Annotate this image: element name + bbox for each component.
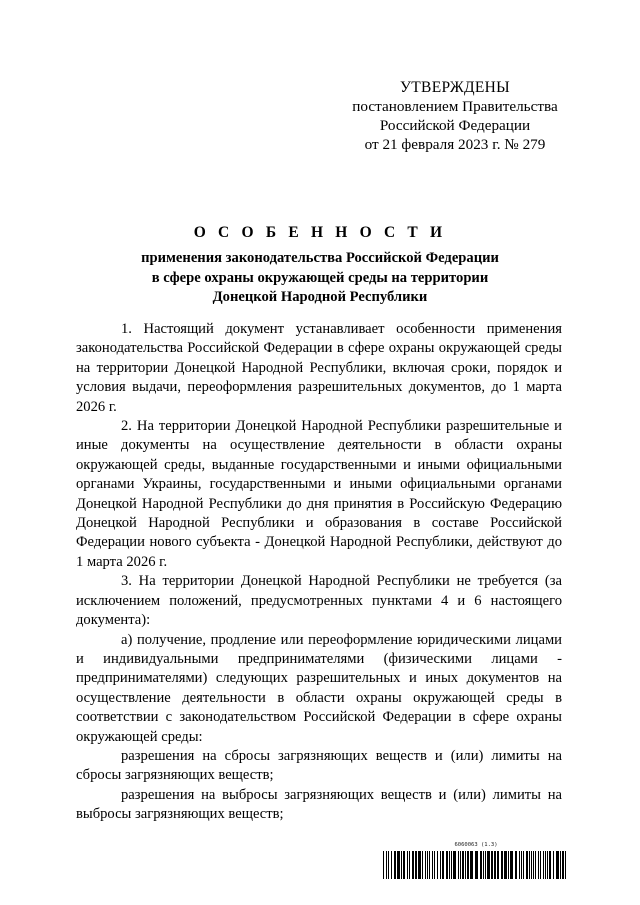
paragraph-2: 2. На территории Донецкой Народной Республики разрешительные и иные документы на осуществление деятельности в области охраны окружающей среды, выданные государственными и иными официальными органами Украины, государственными и иными официальными органами Донецкой Народной Республики до дня принятия в Российскую Федерацию Донецкой Народной Республики и образования в составе Российской Федерации нового субъекта - Донецкой Народной Республики, действуют до 1 марта 2026 г. (76, 418, 562, 570)
approval-government: Российской Федерации (379, 117, 531, 134)
subtitle-line-1: применения законодательства Российской Федерации (141, 250, 499, 266)
subtitle-line-3: Донецкой Народной Республики (212, 289, 428, 305)
document-body (76, 320, 562, 825)
paragraph-1: 1. Настоящий документ устанавливает особенности применения законодательства Российской Федерации в сфере охраны окружающей среды на территории Донецкой Народной Республики, включая сроки, порядок и условия выдачи, переоформления разрешительных документов, до 1 марта 2026 г. (76, 321, 562, 415)
paragraph-emission-permits: разрешения на выбросы загрязняющих веществ и (или) лимиты на выбросы загрязняющих веществ; (76, 786, 562, 823)
barcode (383, 842, 569, 882)
paragraph-3a: а) получение, продление или переоформление юридическими лицами и индивидуальными предпринимателями (физическими лицами - предпринимателями) следующих разрешительных и иных документов на осуществление деятельности в области охраны окружающей среды в соответствии с законодательством Российской Федерации в сфере охраны окружающей среды: (76, 631, 562, 745)
barcode-icon (383, 851, 569, 879)
approval-block (340, 78, 570, 154)
approval-issuer: постановлением Правительства (352, 98, 558, 115)
document-subtitle (70, 249, 570, 308)
approval-date-number: от 21 февраля 2023 г. № 279 (364, 136, 546, 153)
document-title: О С О Б Е Н Н О С Т И (193, 224, 447, 241)
paragraph-3: 3. На территории Донецкой Народной Республики не требуется (за исключением положений, предусмотренных пунктами 4 и 6 настоящего документа): (76, 573, 562, 629)
barcode-label: 6060063 (1.3) (454, 842, 498, 848)
subtitle-line-2: в сфере охраны окружающей среды на территории (151, 269, 489, 286)
paragraph-discharge-permits: разрешения на сбросы загрязняющих веществ и (или) лимиты на сбросы загрязняющих веществ; (76, 747, 562, 784)
approval-status: УТВЕРЖДЕНЫ (400, 79, 510, 96)
